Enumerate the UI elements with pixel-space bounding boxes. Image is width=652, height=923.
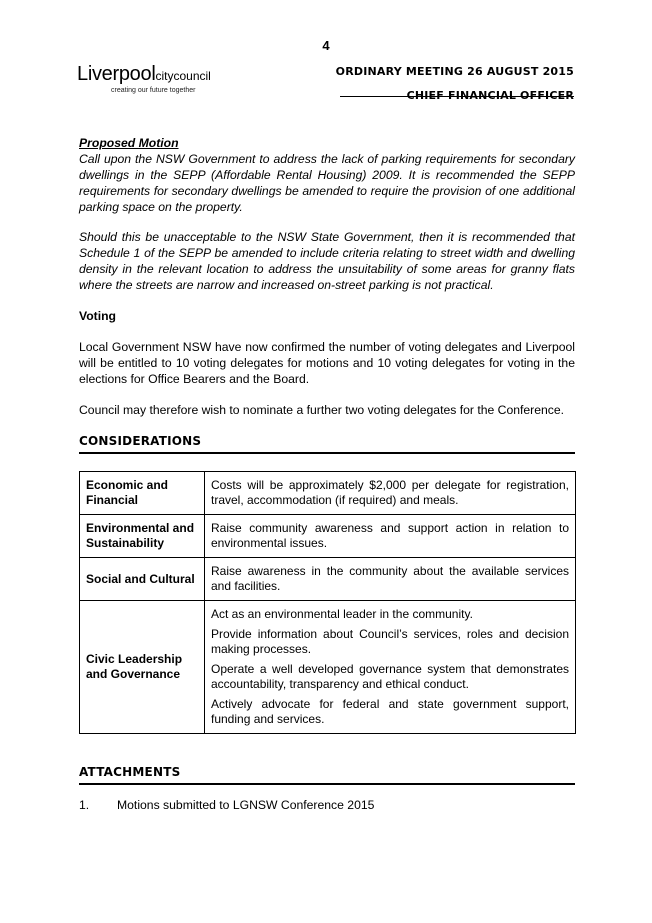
header-rule	[340, 96, 574, 97]
row-text-list	[205, 601, 576, 734]
council-logo	[77, 64, 211, 94]
page-header	[336, 60, 574, 108]
row-text: Costs will be approximately $2,000 per delegate for registration, travel, accommodation (if required) and meals.	[205, 472, 576, 515]
table-row	[80, 472, 576, 515]
attachment-item	[79, 798, 374, 812]
list-item: Actively advocate for federal and state government support, funding and services.	[211, 697, 569, 726]
proposed-motion-heading: Proposed Motion	[79, 136, 179, 150]
voting-paragraph-1: Local Government NSW have now confirmed the number of voting delegates and Liverpool will be entitled to 10 voting delegates for motions and 10 voting delegates for voting in the elections for Office Bearers and the Board.	[79, 340, 575, 386]
row-label: Economic and Financial	[80, 472, 205, 515]
body-content	[79, 135, 575, 418]
table-row	[80, 558, 576, 601]
motion-paragraph-2: Should this be unacceptable to the NSW State Government, then it is recommended that Schedule 1 of the SEPP be amended to include criteria relating to street width and dwelling density in the relevant location to address the unsuitability of some areas for granny flats where the streets are narrow and increased on-street parking is not practical.	[79, 230, 575, 292]
motion-paragraph-1: Call upon the NSW Government to address the lack of parking requirements for secondary dwellings in the SEPP (Affordable Rental Housing) 2009. It is recommended the SEPP requirements for secondary dwellings be amended to require the provision of one additional parking space on the property.	[79, 152, 575, 214]
attachment-link[interactable]: Motions submitted to LGNSW Conference 2015	[117, 798, 375, 812]
row-label: Civic Leadership and Governance	[80, 601, 205, 734]
list-item: Provide information about Council’s services, roles and decision making processes.	[211, 627, 569, 656]
logo-tagline: creating our future together	[111, 87, 196, 94]
row-label: Social and Cultural	[80, 558, 205, 601]
list-item: Operate a well developed governance system that demonstrates accountability, transparency and ethical conduct.	[211, 662, 569, 691]
voting-heading: Voting	[79, 309, 117, 323]
row-label: Environmental and Sustainability	[80, 515, 205, 558]
voting-paragraph-2: Council may therefore wish to nominate a further two voting delegates for the Conference.	[79, 403, 565, 417]
meeting-title: ORDINARY MEETING 26 AUGUST 2015	[335, 65, 574, 78]
table-row	[80, 601, 576, 734]
officer-title: CHIEF FINANCIAL OFFICER	[406, 89, 574, 102]
attachment-number: 1.	[79, 798, 90, 812]
row-text: Raise community awareness and support action in relation to environmental issues.	[205, 515, 576, 558]
row-text: Raise awareness in the community about the available services and facilities.	[205, 558, 576, 601]
considerations-table	[79, 471, 576, 734]
list-item: Act as an environmental leader in the community.	[211, 607, 473, 621]
page-number: 4	[322, 38, 330, 53]
table-row	[80, 515, 576, 558]
logo-wordmark: Liverpoolcitycouncil	[77, 63, 211, 85]
attachments-heading: ATTACHMENTS	[79, 765, 575, 785]
considerations-heading: CONSIDERATIONS	[79, 434, 575, 454]
